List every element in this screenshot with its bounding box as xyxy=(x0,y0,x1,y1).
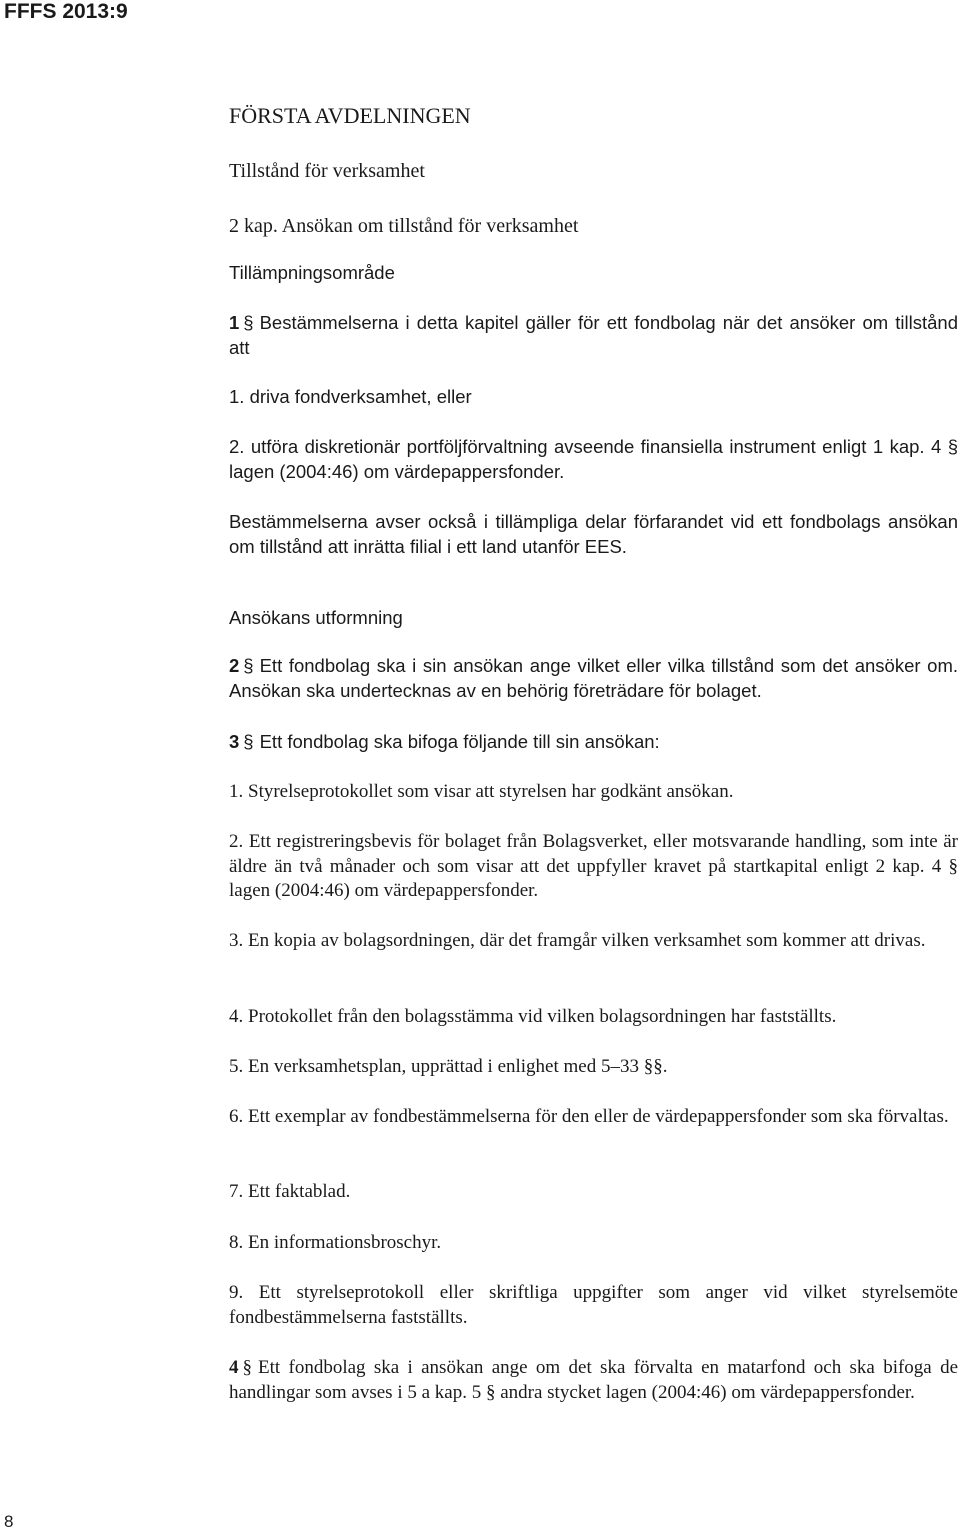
paragraph-number: 2 xyxy=(229,655,240,676)
list-item: 2. utföra diskretionär portföljförvaltning avseende finansiella instrument enligt 1 kap. 4 § lagen (2004:46) om värdepappersfonder. xyxy=(229,436,958,482)
section-sign: § xyxy=(243,655,254,676)
paragraph-number: 3 xyxy=(229,731,240,752)
paragraph-3 xyxy=(229,730,958,755)
paragraph-number: 1 xyxy=(229,312,240,333)
paragraph-1-extra: Bestämmelserna avser också i tillämpliga delar förfarandet vid ett fondbolags ansökan om tillstånd att inrätta filial i ett land utanför EES. xyxy=(229,511,958,557)
part-title: FÖRSTA AVDELNINGEN xyxy=(229,103,471,128)
paragraph-text: Ett fondbolag ska i ansökan ange om det ska förvalta en matarfond och ska bifoga de handlingar som avses i 5 a kap. 5 § andra stycket lagen (2004:46) om värdepappersfonder. xyxy=(229,1357,958,1403)
paragraph-text: Ett fondbolag ska i sin ansökan ange vilket eller vilka tillstånd som det ansöker om. Ansökan ska undertecknas av en behörig företrädare för bolaget. xyxy=(229,655,958,701)
list-item: 8. En informationsbroschyr. xyxy=(229,1232,442,1253)
list-item: 5. En verksamhetsplan, upprättad i enlighet med 5–33 §§. xyxy=(229,1056,668,1077)
document-id: FFFS 2013:9 xyxy=(4,0,128,23)
section-sign: § xyxy=(242,1357,252,1378)
list-item: 3. En kopia av bolagsordningen, där det framgår vilken verksamhet som kommer att drivas. xyxy=(229,930,926,951)
subheading-scope: Tillämpningsområde xyxy=(229,262,395,283)
paragraph-2 xyxy=(229,654,958,703)
list-item: 7. Ett faktablad. xyxy=(229,1181,351,1202)
paragraph-4 xyxy=(229,1356,958,1405)
list-item: 6. Ett exemplar av fondbestämmelserna för den eller de värdepappersfonder som ska förvaltas. xyxy=(229,1106,949,1127)
list-item: 2. Ett registreringsbevis för bolaget från Bolagsverket, eller motsvarande handling, som inte är äldre än två månader och som visar att det uppfyller kravet på startkapital enligt 2 kap. 4 § lagen (2004:46) om värdepappersfonder. xyxy=(229,831,958,901)
section-sign: § xyxy=(243,731,254,752)
list-item: 4. Protokollet från den bolagsstämma vid vilken bolagsordningen har fastställts. xyxy=(229,1006,837,1027)
paragraph-1 xyxy=(229,311,958,360)
list-item: 1. Styrelseprotokollet som visar att styrelsen har godkänt ansökan. xyxy=(229,781,734,802)
list-item: 1. driva fondverksamhet, eller xyxy=(229,386,472,407)
subheading-form: Ansökans utformning xyxy=(229,607,403,628)
page-number: 8 xyxy=(4,1512,14,1531)
paragraph-text: Ett fondbolag ska bifoga följande till sin ansökan: xyxy=(259,731,660,752)
section-title: Tillstånd för verksamhet xyxy=(229,160,425,182)
chapter-title: 2 kap. Ansökan om tillstånd för verksamhet xyxy=(229,215,579,237)
paragraph-text: Bestämmelserna i detta kapitel gäller för ett fondbolag när det ansöker om tillstånd att xyxy=(229,312,958,358)
list-item: 9. Ett styrelseprotokoll eller skriftliga uppgifter som anger vid vilket styrelsemöte fondbestämmelserna fastställts. xyxy=(229,1282,958,1328)
section-sign: § xyxy=(243,312,254,333)
paragraph-number: 4 xyxy=(229,1357,239,1378)
